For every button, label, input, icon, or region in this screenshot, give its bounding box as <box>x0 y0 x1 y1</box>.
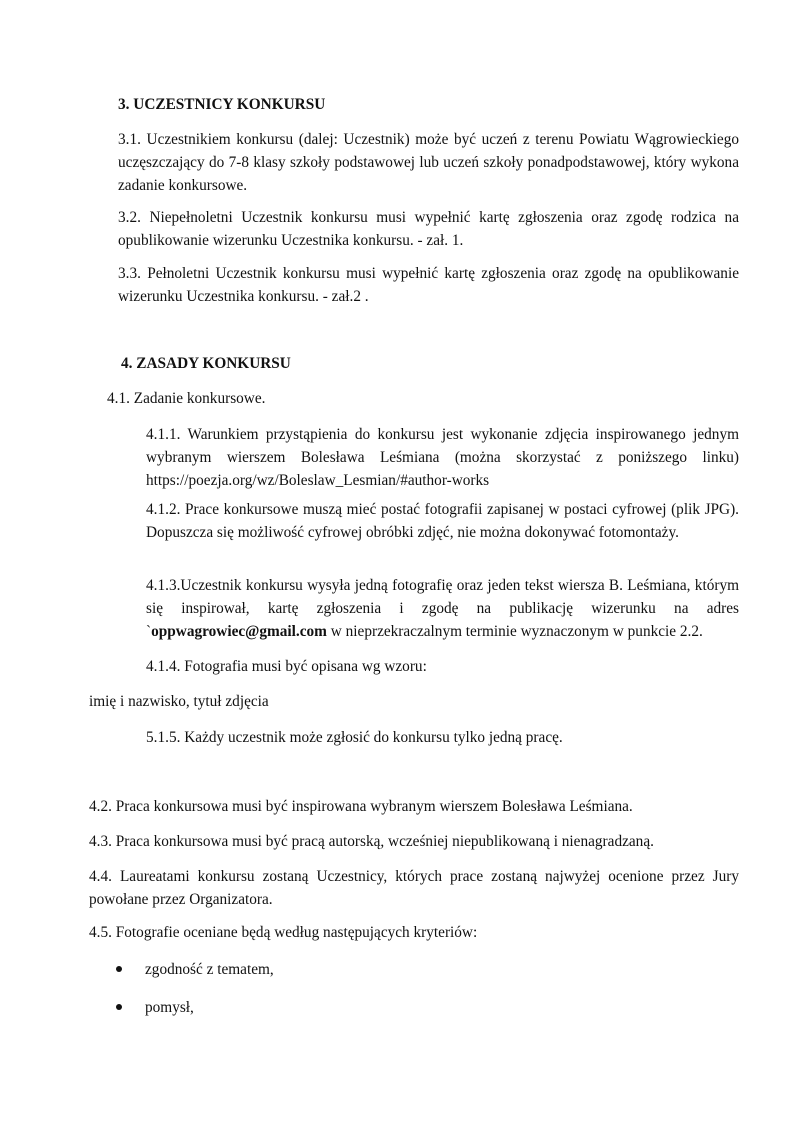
paragraph-3-1: 3.1. Uczestnikiem konkursu (dalej: Uczestnik) może być uczeń z terenu Powiatu Wągrowieckiego uczęszczający do 7-8 klasy szkoły podstawowej lub uczeń szkoły ponadpodstawowej, który wykona zadanie konkursowe. <box>118 131 739 194</box>
bullet-icon <box>116 966 122 972</box>
paragraph-4-1-3-text: 4.1.3.Uczestnik konkursu wysyła jedną fotografię oraz jeden tekst wiersza B. Leśmiana, którym się inspirował, kartę zgłoszenia i zgodę na publikację wizerunku na adres ` <box>146 577 739 640</box>
criteria-item-text: zgodność z tematem, <box>145 961 274 978</box>
paragraph-3-2: 3.2. Niepełnoletni Uczestnik konkursu musi wypełnić kartę zgłoszenia oraz zgodę rodzica na opublikowanie wizerunku Uczestnika konkursu. - zał. 1. <box>118 209 739 249</box>
paragraph-4-4: 4.4. Laureatami konkursu zostaną Uczestnicy, których prace zostaną najwyżej ocenione przez Jury powołane przez Organizatora. <box>89 868 739 908</box>
bullet-icon <box>116 1004 122 1010</box>
paragraph-4-1-3-deadline: w nieprzekraczalnym terminie wyznaczonym w punkcie 2.2. <box>326 623 703 640</box>
paragraph-5-1-5: 5.1.5. Każdy uczestnik może zgłosić do konkursu tylko jedną pracę. <box>146 729 563 746</box>
paragraph-4-1-1: 4.1.1. Warunkiem przystąpienia do konkursu jest wykonanie zdjęcia inspirowanego jednym wybranym wierszem Bolesława Leśmiana (można skorzystać z poniższego linku) https://poezja.org/wz/Boleslaw_Lesmian/#author-works <box>146 426 739 489</box>
paragraph-4-1-2: 4.1.2. Prace konkursowe muszą mieć postać fotografii zapisanej w postaci cyfrowej (plik JPG). Dopuszcza się możliwość cyfrowej obróbki zdjęć, nie można dokonywać fotomontaży. <box>146 501 739 541</box>
paragraph-3-3: 3.3. Pełnoletni Uczestnik konkursu musi wypełnić kartę zgłoszenia oraz zgodę na opublikowanie wizerunku Uczestnika konkursu. - zał.2 . <box>118 265 739 305</box>
subsection-4-1-heading: 4.1. Zadanie konkursowe. <box>107 390 266 407</box>
criteria-item-text: pomysł, <box>145 999 194 1016</box>
section-4-heading: 4. ZASADY KONKURSU <box>121 355 291 372</box>
section-3-heading: 3. UCZESTNICY KONKURSU <box>118 96 326 113</box>
paragraph-4-3: 4.3. Praca konkursowa musi być pracą autorską, wcześniej niepublikowaną i nienagradzaną. <box>89 833 654 850</box>
paragraph-4-1-4: 4.1.4. Fotografia musi być opisana wg wzoru: <box>146 658 427 675</box>
description-pattern: imię i nazwisko, tytuł zdjęcia <box>89 693 269 710</box>
paragraph-4-1-3 <box>146 574 739 643</box>
paragraph-4-2: 4.2. Praca konkursowa musi być inspirowana wybranym wierszem Bolesława Leśmiana. <box>89 798 633 815</box>
paragraph-4-5: 4.5. Fotografie oceniane będą według następujących kryteriów: <box>89 924 478 941</box>
email-link[interactable]: oppwagrowiec@gmail.com <box>151 623 327 640</box>
